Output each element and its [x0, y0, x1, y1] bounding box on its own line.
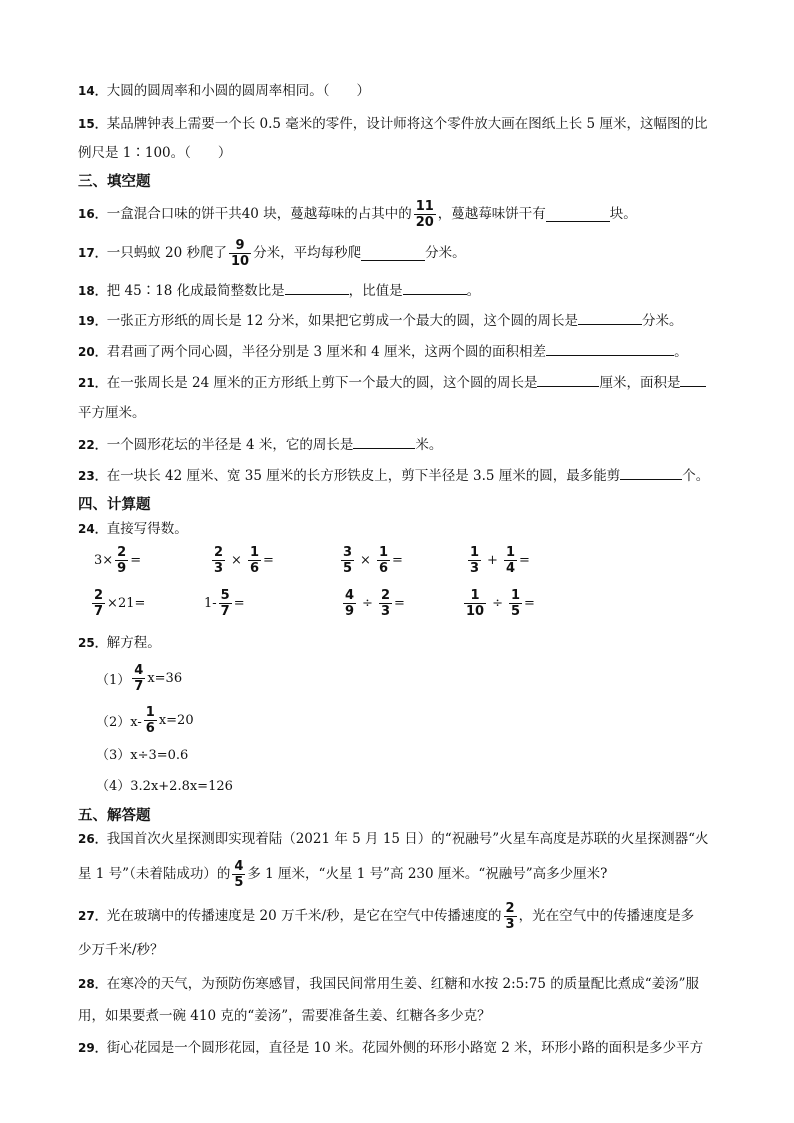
operator: ÷: [492, 596, 503, 611]
answer-blank[interactable]: [546, 341, 674, 356]
question-text: 一张正方形纸的周长是 12 分米，如果把它剪成一个最大的圆，这个圆的周长是: [106, 313, 578, 329]
question-number: 27: [78, 909, 95, 923]
fraction: [509, 588, 522, 619]
question-text: 分米。: [425, 245, 466, 261]
expr-text: =: [263, 553, 274, 568]
fraction: [132, 663, 145, 694]
question-29: 29．街心花园是一个圆形花园，直径是 10 米。花园外侧的环形小路宽 2 米，环形小路的面积是多少平方: [78, 1040, 704, 1056]
question-27: 27 ． 光在玻璃中的传播速度是 20 万千米/秒，是它在空气中传播速度的 $\frac{2}{3}$ ，光在空气中的传播速度是多: [78, 900, 695, 932]
question-19: 19．一张正方形纸的周长是 12 分米，如果把它剪成一个最大的圆，这个圆的周长是 分米。: [78, 310, 682, 331]
section-heading-calculation: 四、计算题: [78, 497, 151, 513]
question-24: 24．直接写得数。: [78, 521, 188, 537]
question-number: 17: [78, 246, 95, 260]
calc-item: [204, 588, 245, 619]
question-text: 在一块长 42 厘米、宽 35 厘米的长方形铁皮上，剪下半径是 3.5 厘米的圆，最多能剪: [106, 468, 621, 484]
expr-text: =: [392, 553, 403, 568]
expr-text: =: [524, 596, 535, 611]
fraction: [212, 545, 225, 576]
question-21-line2: 平方厘米。: [78, 405, 146, 421]
numerator: 2: [214, 545, 224, 560]
question-number: 22: [78, 438, 95, 452]
numerator: 1: [249, 545, 259, 560]
question-text-line1: 我国首次火星探测即实现着陆（2021 年 5 月 15 日）的“祝融号”火星车高度是苏联的火星探测器“火: [106, 831, 709, 847]
denominator: 4: [505, 561, 515, 576]
answer-blank[interactable]: [353, 434, 415, 449]
denominator: 7: [134, 679, 144, 694]
numerator: 1: [470, 545, 480, 560]
question-number: 14: [78, 84, 95, 98]
question-text: 解方程。: [106, 635, 161, 651]
question-18: 18．把 45∶18 化成最简整数比是 ，比值是 。: [78, 280, 480, 301]
numerator: 9: [235, 237, 245, 253]
denominator: 20: [415, 214, 434, 230]
equation-2: [96, 705, 194, 736]
question-text: 。: [674, 344, 688, 360]
denominator: 5: [234, 874, 244, 890]
question-25: 25．解方程。: [78, 635, 161, 651]
question-number: 15: [78, 117, 95, 131]
denominator: 3: [214, 561, 224, 576]
numerator: 2: [380, 588, 390, 603]
numerator: 2: [505, 900, 515, 916]
denominator: 6: [145, 721, 155, 736]
numerator: 5: [220, 588, 230, 603]
answer-blank[interactable]: [546, 207, 610, 222]
question-text: 把 45∶18 化成最简整数比是: [106, 283, 285, 299]
question-text: 君君画了两个同心圆，半径分别是 3 厘米和 4 厘米，这两个圆的面积相差: [106, 344, 547, 360]
question-number: 21: [78, 376, 95, 390]
answer-blank[interactable]: [537, 372, 599, 387]
calc-item: [94, 545, 141, 576]
section-heading-fill-in: 三、填空题: [78, 174, 151, 190]
question-text: 。: [466, 283, 481, 299]
numerator: 4: [345, 588, 355, 603]
question-23: 23．在一块长 42 厘米、宽 35 厘米的长方形铁皮上，剪下半径是 3.5 厘米的圆，最多能剪 个。: [78, 465, 709, 486]
numerator: 1: [470, 588, 480, 603]
equation-label: （2）x-: [96, 715, 142, 730]
expr-text: 3×: [94, 553, 114, 568]
numerator: 1: [511, 588, 521, 603]
operator: ×: [231, 553, 242, 568]
question-text: 一盒混合口味的饼干共40 块，蔓越莓味的占其中的: [106, 206, 412, 222]
numerator: 2: [94, 588, 104, 603]
equation-3: （3）x÷3=0.6: [96, 748, 189, 763]
operator: ÷: [362, 596, 373, 611]
denominator: 9: [345, 604, 355, 619]
question-28-line2: 用，如果要煮一碗 410 克的“姜汤”，需要准备生姜、红糖各多少克？: [78, 1008, 491, 1024]
question-text-line1: 某品牌钟表上需要一个长 0.5 毫米的零件，设计师将这个零件放大画在图纸上长 5 厘米，这幅图的比: [106, 116, 708, 132]
denominator: 3: [505, 916, 515, 932]
answer-blank[interactable]: [620, 465, 682, 480]
fraction: [144, 705, 157, 736]
fraction: [504, 901, 517, 932]
fraction: [248, 545, 261, 576]
fraction: [414, 199, 436, 230]
denominator: 5: [343, 561, 353, 576]
fraction: [464, 588, 486, 619]
expr-text: x=20: [158, 713, 194, 728]
expr-text: =: [394, 596, 405, 611]
fraction: [343, 588, 356, 619]
denominator: 7: [94, 604, 104, 619]
denominator: 10: [230, 253, 250, 269]
question-text-line1: 街心花园是一个圆形花园，直径是 10 米。花园外侧的环形小路宽 2 米，环形小路的面积是多少平方: [106, 1040, 704, 1056]
question-26: 26．我国首次火星探测即实现着陆（2021 年 5 月 15 日）的“祝融号”火星车高度是苏联的火星探测器“火: [78, 831, 709, 847]
numerator: 1: [145, 705, 155, 720]
question-number: 18: [78, 284, 95, 298]
question-text: 在一张周长是 24 厘米的正方形纸上剪下一个最大的圆，这个圆的周长是: [106, 375, 538, 391]
denominator: 3: [470, 561, 480, 576]
calc-item: [339, 545, 403, 576]
answer-blank[interactable]: [578, 310, 642, 325]
answer-blank[interactable]: [680, 372, 706, 387]
operator: ×: [360, 553, 371, 568]
calc-item: [462, 588, 535, 619]
question-number: 25: [78, 636, 95, 650]
calc-item: [90, 588, 145, 619]
equation-4: （4）3.2x+2.8x=126: [96, 779, 233, 794]
question-text: 米。: [415, 437, 443, 453]
fraction: [468, 545, 481, 576]
question-21: 21．在一张周长是 24 厘米的正方形纸上剪下一个最大的圆，这个圆的周长是 厘米，面积是: [78, 372, 706, 393]
section-heading-word-problems: 五、解答题: [78, 808, 151, 824]
question-22: 22．一个圆形花坛的半径是 4 米，它的周长是 米。: [78, 434, 442, 455]
numerator: 2: [117, 545, 127, 560]
expr-text: =: [233, 596, 245, 611]
question-text: 大圆的圆周率和小圆的圆周率相同。（ ）: [106, 83, 370, 99]
fraction: [379, 588, 392, 619]
question-text: 厘米，面积是: [599, 375, 681, 391]
expr-text: ×21=: [107, 596, 146, 611]
question-text: 分米。: [641, 313, 683, 329]
question-text: 块。: [609, 206, 637, 222]
expr-text: =: [519, 553, 530, 568]
question-text: ，蔓越莓味饼干有: [437, 206, 546, 222]
question-15-line2: 例尺是 1∶100。（ ）: [78, 145, 232, 161]
fraction: [115, 545, 128, 576]
question-text: 星 1 号”（未着陆成功）的: [78, 866, 231, 882]
numerator: 3: [343, 545, 353, 560]
numerator: 4: [134, 663, 144, 678]
fraction: [377, 545, 390, 576]
expr-text: =: [130, 553, 142, 568]
denominator: 6: [249, 561, 259, 576]
fraction: [232, 859, 245, 890]
numerator: 1: [378, 545, 388, 560]
answer-blank[interactable]: [285, 280, 349, 295]
question-20: 20．君君画了两个同心圆，半径分别是 3 厘米和 4 厘米，这两个圆的面积相差 。: [78, 341, 688, 362]
fraction: [504, 545, 517, 576]
question-number: 19: [78, 314, 95, 328]
equation-label: （1）: [96, 673, 131, 688]
question-text: 一个圆形花坛的半径是 4 米，它的周长是: [106, 437, 354, 453]
question-17: 17 ． 一只蚂蚁 20 秒爬了 $\frac{9}{10}$ 分米，平均每秒爬 分米。: [78, 237, 466, 269]
question-text: 直接写得数。: [106, 521, 188, 537]
question-text: 光在玻璃中的传播速度是 20 万千米/秒，是它在空气中传播速度的: [106, 908, 502, 924]
expr-text: x=36: [147, 671, 183, 686]
question-text: 一只蚂蚁 20 秒爬了: [106, 245, 227, 261]
calc-item: [466, 545, 530, 576]
expr-text: 1-: [204, 596, 217, 611]
numerator: 4: [234, 858, 244, 874]
calc-item: [210, 545, 274, 576]
fraction: [229, 238, 251, 269]
numerator: 11: [415, 198, 434, 214]
fraction: [341, 545, 354, 576]
question-16: 16 ． 一盒混合口味的饼干共40 块，蔓越莓味的占其中的 $\frac{11}{20}$ ，蔓越莓味饼干有 块。: [78, 198, 637, 230]
equation-1: [96, 663, 182, 694]
fraction: [92, 588, 105, 619]
denominator: 7: [220, 604, 230, 619]
question-14: 14．大圆的圆周率和小圆的圆周率相同。（ ）: [78, 83, 370, 99]
question-text: 多 1 厘米，“火星 1 号”高 230 厘米。“祝融号”高多少厘米?: [247, 866, 608, 882]
question-number: 28: [78, 977, 95, 991]
question-number: 29: [78, 1041, 95, 1055]
denominator: 9: [117, 561, 127, 576]
question-text-line1: 在寒冷的天气，为预防伤寒感冒，我国民间常用生姜、红糖和水按 2:5:75 的质量配比煮成“姜汤”服: [106, 976, 700, 992]
fraction: [219, 588, 232, 619]
question-text: 分米，平均每秒爬: [253, 245, 362, 261]
denominator: 5: [511, 604, 521, 619]
question-text: 个。: [682, 468, 710, 484]
question-text: ，光在空气中的传播速度是多: [518, 908, 695, 924]
answer-blank[interactable]: [361, 246, 425, 261]
question-26-line2: [78, 858, 607, 890]
question-number: 24: [78, 522, 95, 536]
denominator: 3: [380, 604, 390, 619]
denominator: 10: [466, 604, 485, 619]
question-number: 23: [78, 469, 95, 483]
question-number: 26: [78, 832, 95, 846]
numerator: 1: [505, 545, 515, 560]
denominator: 6: [378, 561, 388, 576]
question-27-line2: 少万千米/秒？: [78, 942, 164, 958]
question-15: 15．某品牌钟表上需要一个长 0.5 毫米的零件，设计师将这个零件放大画在图纸上长 5 厘米，这幅图的比: [78, 116, 708, 132]
question-number: 20: [78, 345, 95, 359]
question-number: 16: [78, 207, 95, 221]
calc-item: [341, 588, 405, 619]
operator: +: [487, 553, 498, 568]
answer-blank[interactable]: [403, 280, 467, 295]
question-28: 28．在寒冷的天气，为预防伤寒感冒，我国民间常用生姜、红糖和水按 2:5:75 的质量配比煮成“姜汤”服: [78, 976, 700, 992]
question-text: ，比值是: [348, 283, 403, 299]
